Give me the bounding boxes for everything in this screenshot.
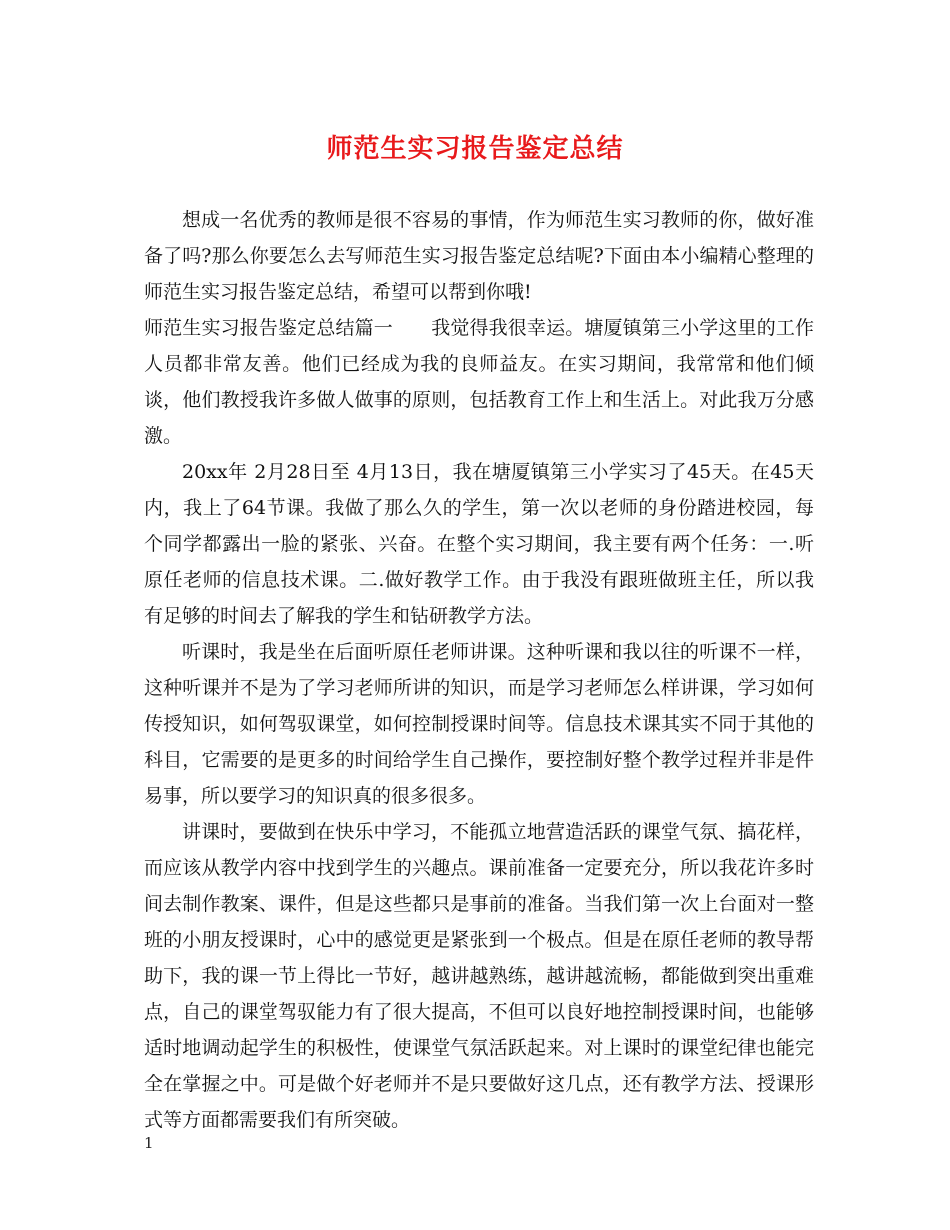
teaching-paragraph: 讲课时，要做到在快乐中学习，不能孤立地营造活跃的课堂气氛、搞花样，而应该从教学内容中找到学生的兴趣点。课前准备一定要充分，所以我花许多时间去制作教案、课件，但是这些都只是事前的准备。当我们第一次上台面对一整班的小朋友授课时，心中的感觉更是紧张到一个极点。但是在原任老师的教导帮助下，我的课一节上得比一节好，越讲越熟练，越讲越流畅，都能做到突出重难点，自己的课堂驾驭能力有了很大提高，不但可以良好地控制授课时间，也能够适时地调动起学生的积极性，使课堂气氛活跃起来。对上课时的课堂纪律也能完全在掌握之中。可是做个好老师并不是只要做好这几点，还有教学方法、授课形式等方面都需要我们有所突破。 [144,821,814,1131]
section-one-paragraph: 师范生实习报告鉴定总结篇一 我觉得我很幸运。塘厦镇第三小学这里的工作人员都非常友善。他们已经成为我的良师益友。在实习期间，我常常和他们倾谈，他们教授我许多做人做事的原则，包括教育工作上和生活上。对此我万分感激。 [144,317,814,447]
internship-period-paragraph: 20xx年 2月28日至 4月13日，我在塘厦镇第三小学实习了45天。在45天内，我上了64节课。我做了那么久的学生，第一次以老师的身份踏进校园，每个同学都露出一脸的紧张、兴奋。在整个实习期间，我主要有两个任务：一.听原任老师的信息技术课。二.做好教学工作。由于我没有跟班做班主任，所以我有足够的时间去了解我的学生和钻研教学方法。 [144,461,814,627]
page-number: 1 [144,1134,154,1152]
document-body [144,202,814,1138]
observation-paragraph: 听课时，我是坐在后面听原任老师讲课。这种听课和我以往的听课不一样，这种听课并不是为了学习老师所讲的知识，而是学习老师怎么样讲课，学习如何传授知识，如何驾驭课堂，如何控制授课时间等。信息技术课其实不同于其他的科目，它需要的是更多的时间给学生自己操作，要控制好整个教学过程并非是件易事，所以要学习的知识真的很多很多。 [144,641,814,807]
document-title: 师范生实习报告鉴定总结 [326,134,624,164]
intro-paragraph: 想成一名优秀的教师是很不容易的事情，作为师范生实习教师的你，做好准备了吗?那么你要怎么去写师范生实习报告鉴定总结呢?下面由本小编精心整理的师范生实习报告鉴定总结，希望可以帮到你哦! [144,209,814,303]
